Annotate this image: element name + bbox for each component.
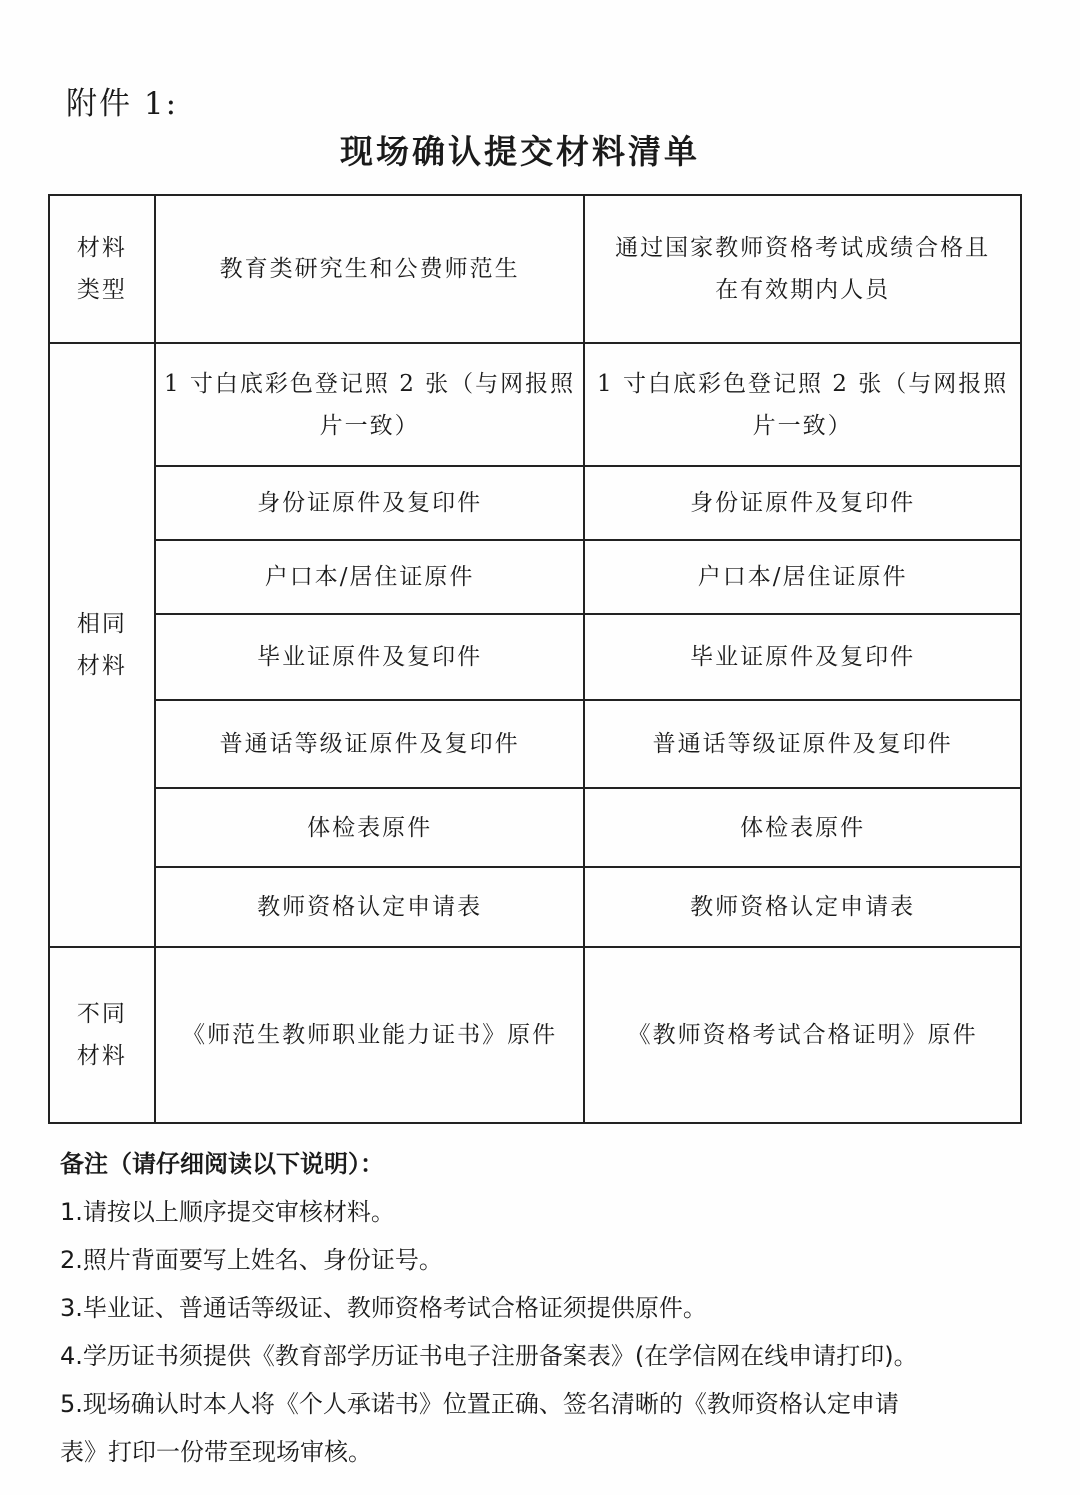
cell-id-card-a: 身份证原件及复印件 bbox=[155, 466, 584, 540]
table-row bbox=[49, 700, 1021, 788]
cell-hukou-a: 户口本/居住证原件 bbox=[155, 540, 584, 614]
cell-diploma-b: 毕业证原件及复印件 bbox=[584, 614, 1021, 700]
type-header-cell bbox=[49, 195, 155, 343]
different-materials-label bbox=[49, 947, 155, 1123]
table-row bbox=[49, 343, 1021, 466]
table-row bbox=[49, 947, 1021, 1123]
attachment-label: 附件 1: bbox=[66, 86, 179, 122]
cell-application-form-b: 教师资格认定申请表 bbox=[584, 867, 1021, 947]
notes-heading: 备注（请仔细阅读以下说明）： bbox=[60, 1150, 384, 1178]
table-row bbox=[49, 614, 1021, 700]
cell-photo-b bbox=[584, 343, 1021, 466]
cell-line: 片一致） bbox=[752, 412, 853, 439]
type-header-line: 材料 bbox=[76, 235, 127, 261]
cell-line: 片一致） bbox=[319, 412, 420, 439]
column-header-line: 在有效期内人员 bbox=[715, 277, 891, 303]
table-row bbox=[49, 540, 1021, 614]
column-header-education-graduates: 教育类研究生和公费师范生 bbox=[155, 195, 584, 343]
cell-certificate-b: 《教师资格考试合格证明》原件 bbox=[584, 947, 1021, 1123]
cell-mandarin-a: 普通话等级证原件及复印件 bbox=[155, 700, 584, 788]
diff-label-line: 不同 bbox=[76, 1001, 127, 1027]
cell-line: 1 寸白底彩色登记照 2 张（与网报照 bbox=[597, 370, 1009, 397]
cell-certificate-a: 《师范生教师职业能力证书》原件 bbox=[155, 947, 584, 1123]
table-row bbox=[49, 466, 1021, 540]
table-row bbox=[49, 788, 1021, 867]
note-item: 3.毕业证、普通话等级证、教师资格考试合格证须提供原件。 bbox=[60, 1294, 707, 1322]
same-materials-label bbox=[49, 343, 155, 947]
note-item: 4.学历证书须提供《教育部学历证书电子注册备案表》(在学信网在线申请打印)。 bbox=[60, 1342, 918, 1370]
cell-diploma-a: 毕业证原件及复印件 bbox=[155, 614, 584, 700]
document-title: 现场确认提交材料清单 bbox=[340, 132, 700, 171]
cell-id-card-b: 身份证原件及复印件 bbox=[584, 466, 1021, 540]
same-label-line: 相同 bbox=[76, 611, 127, 637]
notes-section bbox=[60, 1140, 1020, 1476]
cell-line: 1 寸白底彩色登记照 2 张（与网报照 bbox=[163, 370, 576, 397]
note-item: 2.照片背面要写上姓名、身份证号。 bbox=[60, 1246, 443, 1274]
diff-label-line: 材料 bbox=[76, 1043, 127, 1069]
same-label-line: 材料 bbox=[76, 653, 127, 679]
materials-table bbox=[48, 194, 1022, 1124]
cell-health-form-a: 体检表原件 bbox=[155, 788, 584, 867]
table-row bbox=[49, 867, 1021, 947]
type-header-line: 类型 bbox=[76, 277, 127, 303]
table-header-row bbox=[49, 195, 1021, 343]
cell-application-form-a: 教师资格认定申请表 bbox=[155, 867, 584, 947]
note-item: 表》打印一份带至现场审核。 bbox=[60, 1438, 372, 1466]
cell-mandarin-b: 普通话等级证原件及复印件 bbox=[584, 700, 1021, 788]
cell-hukou-b: 户口本/居住证原件 bbox=[584, 540, 1021, 614]
column-header-line: 通过国家教师资格考试成绩合格且 bbox=[615, 235, 991, 261]
note-item: 5.现场确认时本人将《个人承诺书》位置正确、签名清晰的《教师资格认定申请 bbox=[60, 1390, 899, 1418]
cell-health-form-b: 体检表原件 bbox=[584, 788, 1021, 867]
column-header-exam-qualified bbox=[584, 195, 1021, 343]
cell-photo-a bbox=[155, 343, 584, 466]
note-item: 1.请按以上顺序提交审核材料。 bbox=[60, 1198, 395, 1226]
